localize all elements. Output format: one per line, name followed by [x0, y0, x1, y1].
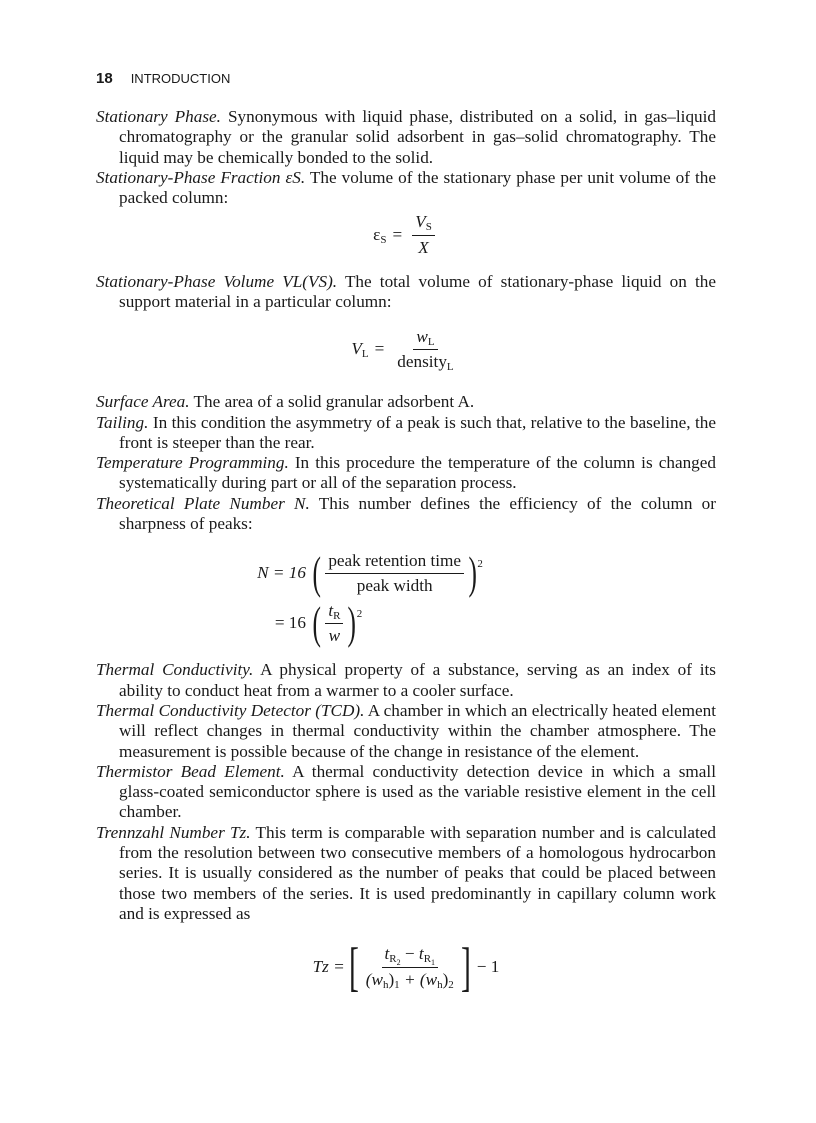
entry-text: The total volume of stationary-phase liquid on the support material in a particular column:: [119, 272, 716, 312]
entry-surface-area: [96, 392, 716, 412]
eq-lhs: Tz =: [312, 957, 345, 977]
eq-fraction: $\frac{w_L}{density_L}$: [397, 326, 454, 373]
entry-text: In this procedure the temperature of the column is changed systematically during part or all of the separation process.: [119, 453, 716, 493]
entry-term: Temperature Programming.: [96, 453, 289, 473]
equation-plate-number: [96, 547, 716, 649]
entry-text: A chamber in which an electrically heated element will reflect changes in thermal conductivity within the chamber atmosphere. The measurement is possible because of the change in resistance of the element.: [119, 700, 716, 761]
entry-tailing: [96, 413, 716, 454]
page-number: 18: [96, 70, 113, 87]
entry-stationary-phase: [96, 107, 716, 168]
page: [96, 70, 716, 1004]
eq-fraction: $\frac{V_S}{X}$: [412, 212, 435, 258]
entry-term: Thermistor Bead Element.: [96, 761, 285, 781]
entry-stationary-phase-volume: [96, 272, 716, 313]
entry-term: Thermal Conductivity Detector (TCD).: [96, 700, 365, 720]
entry-text: A physical property of a substance, serving as an index of its ability to conduct heat from a warmer to a cooler surface.: [119, 660, 716, 700]
entry-text: The area of a solid granular adsorbent A.: [189, 392, 475, 412]
equation-stationary-fraction: [96, 212, 716, 258]
eq-fraction: $\frac{\text{peak retention time}}{\text{peak width}}$: [325, 551, 464, 597]
entry-term: Theoretical Plate Number N.: [96, 493, 310, 513]
entry-term: Surface Area.: [96, 392, 190, 412]
entry-text: The volume of the stationary phase per unit volume of the packed column:: [119, 167, 716, 208]
equation-trennzahl: Tz = [ $\frac{t_{R2} - t_{R1}}{(w_h)_1 + (w_h)_2}$ ] − 1: [312, 937, 500, 998]
entry-text: This term is comparable with separation number and is calculated from the resolution between two consecutive members of a homologous hydrocarbon series. It is usually considered as the number of peaks that could be placed between those two members of the series. It is used predominantly in capillary column work and is expressed as: [119, 822, 716, 923]
eq-tail: − 1: [476, 957, 500, 977]
eq-exponent: 2: [356, 608, 363, 621]
eq-lhs: $\varepsilon_S$: [373, 225, 387, 247]
eq-equals: =: [392, 225, 403, 245]
eq-line-2: = 16 ( $\frac{t_R}{w}$ ) 2: [246, 600, 716, 646]
eq-equals: =: [374, 339, 385, 359]
entry-text: In this condition the asymmetry of a peak is such that, relative to the baseline, the front is steeper than the rear.: [119, 412, 716, 452]
entry-text: A thermal conductivity detection device in which a small glass-coated semiconductor sphere is used as the variable resistive element in the cell chamber.: [119, 761, 716, 822]
entry-term: Stationary Phase.: [96, 107, 221, 126]
entry-stationary-phase-fraction: [96, 168, 716, 209]
entry-term: Stationary-Phase Volume VL(VS).: [96, 272, 338, 292]
entry-thermal-conductivity: [96, 660, 716, 701]
eq-fraction: $\frac{t_R}{w}$: [325, 601, 343, 647]
eq-lhs: N = 16: [257, 563, 306, 583]
glossary-body: [96, 107, 716, 998]
eq-fraction: $\frac{t_{R2} - t_{R1}}{(w_h)_1 + (w_h)_2}$: [365, 944, 454, 991]
entry-temperature-programming: [96, 453, 716, 494]
eq-line-1: N = 16 ( $\frac{\text{peak retention time}}{\text{peak width}}$ ) 2: [246, 550, 716, 596]
entry-term: Thermal Conductivity.: [96, 660, 254, 680]
equation-stationary-volume: [96, 327, 716, 373]
entry-tcd: [96, 701, 716, 762]
entry-trennzahl: [96, 823, 716, 924]
entry-theoretical-plate-number: [96, 494, 716, 535]
entry-text: Synonymous with liquid phase, distributed on a solid, in gas–liquid chromatography or the granular solid adsorbent in gas–solid chromatography. The liquid may be chemically bonded to the solid.: [119, 107, 716, 167]
eq-exponent: 2: [477, 558, 483, 571]
entry-text: This number defines the efficiency of the column or sharpness of peaks:: [119, 493, 716, 534]
section-title: INTRODUCTION: [130, 71, 231, 86]
entry-term: Stationary-Phase Fraction εS.: [96, 167, 306, 187]
eq-lhs: $V_L$: [351, 339, 369, 361]
entry-term: Trennzahl Number Tz.: [96, 822, 251, 842]
entry-term: Tailing.: [96, 412, 149, 432]
entry-thermistor: [96, 762, 716, 823]
running-head: [96, 70, 716, 87]
eq-lhs: = 16: [274, 613, 306, 633]
